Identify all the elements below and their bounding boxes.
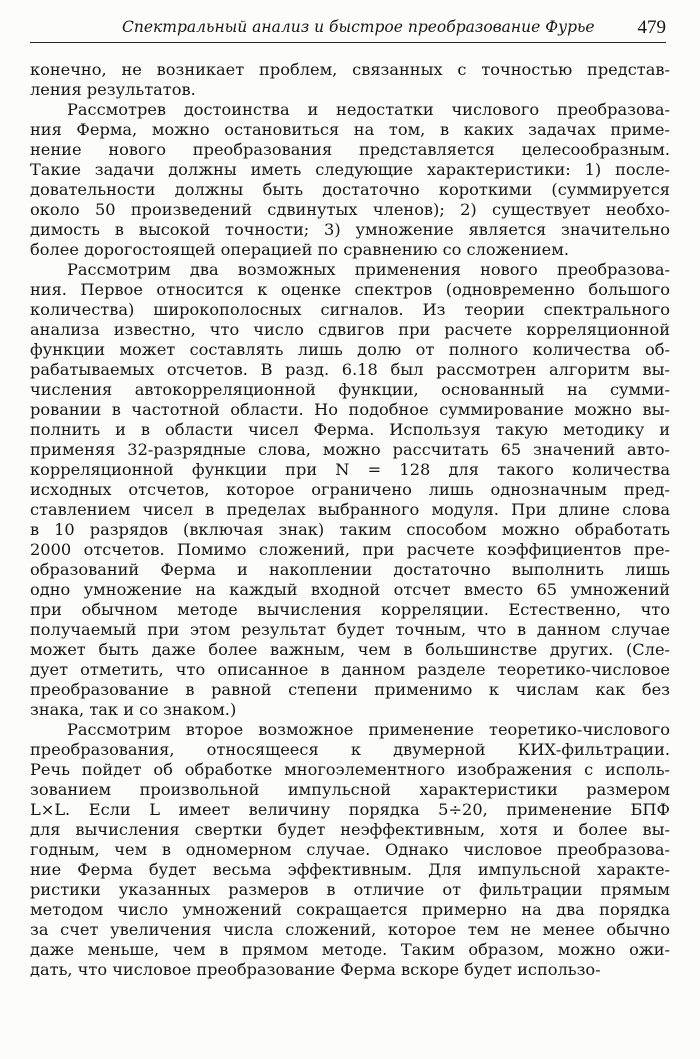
running-header (30, 14, 666, 43)
text-line: при обычном методе вычисления корреляции. Естественно, что (30, 600, 670, 619)
body-text (30, 60, 670, 980)
text-line: дует отметить, что описанное в данном разделе теоретико-числовое (30, 660, 670, 679)
text-line: более дорогостоящей операцией по сравнению со сложением. (30, 240, 569, 259)
text-line: ние Ферма будет весьма эффективным. Для импульсной характе- (30, 860, 670, 879)
text-line: одно умножение на каждый входной отсчет вместо 65 умножений (30, 580, 670, 599)
text-line: L×L. Если L имеет величину порядка 5÷20, применение БПФ (30, 800, 670, 819)
text-line: Рассмотрим два возможных применения нового преобразова- (67, 260, 670, 279)
text-line: Такие задачи должны иметь следующие характеристики: 1) после- (30, 160, 670, 179)
text-line: нение нового преобразования представляется целесообразным. (30, 140, 670, 159)
text-line: за счет увеличения числа сложений, которое тем не менее обычно (30, 920, 670, 939)
text-line: образований Ферма и накоплении достаточно выполнить лишь (30, 560, 670, 579)
text-line: ровании в частотной области. Но подобное суммирование можно вы- (30, 400, 670, 419)
running-title: Спектральный анализ и быстрое преобразование Фурье (122, 18, 595, 36)
text-line: ния. Первое относится к оценке спектров (одновременно большого (30, 280, 670, 299)
paragraph (30, 260, 670, 720)
text-line: знака, так и со знаком.) (30, 700, 237, 719)
text-line: довательности должны быть достаточно короткими (суммируется (30, 180, 670, 199)
paragraph (30, 720, 670, 980)
text-line: ристики указанных размеров в отличие от фильтрации прямым (30, 880, 670, 899)
text-line: 2000 отсчетов. Помимо сложений, при расчете коэффициентов пре- (30, 540, 670, 559)
text-line: исходных отсчетов, которое ограничено лишь однозначным пред- (30, 480, 670, 499)
text-line: дать, что числовое преобразование Ферма вскоре будет использо- (30, 960, 601, 979)
text-line: функции может составлять лишь долю от полного количества об- (30, 340, 670, 359)
text-line: ния Ферма, можно остановиться на том, в каких задачах приме- (30, 120, 670, 139)
paragraph (30, 100, 670, 260)
page-number: 479 (637, 17, 666, 38)
text-line: зованием произвольной импульсной характеристики размером (30, 780, 670, 799)
text-line: ставлением чисел в пределах выбранного модуля. При длине слова (30, 500, 670, 519)
text-line: для вычисления свертки будет неэффективным, хотя и более вы- (30, 820, 670, 839)
text-line: методом число умножений сокращается примерно на два порядка (30, 900, 670, 919)
text-line: корреляционной функции при N = 128 для такого количества (30, 460, 670, 479)
text-line: Рассмотрев достоинства и недостатки числового преобразова- (67, 100, 670, 119)
text-line: применяя 32-разрядные слова, можно рассчитать 65 значений авто- (30, 440, 670, 459)
text-line: преобразование в равной степени применимо к числам как без (30, 680, 670, 699)
text-line: Рассмотрим второе возможное применение теоретико-числового (67, 720, 670, 739)
text-line: около 50 произведений сдвинутых членов); 2) существует необхо- (30, 200, 670, 219)
text-line: в 10 разрядов (включая знак) таким способом можно обработать (30, 520, 670, 539)
text-line: получаемый при этом результат будет точным, что в данном случае (30, 620, 670, 639)
text-line: рабатываемых отсчетов. В разд. 6.18 был рассмотрен алгоритм вы- (30, 360, 670, 379)
paragraph (30, 60, 670, 100)
text-line: анализа известно, что число сдвигов при расчете корреляционной (30, 320, 670, 339)
text-line: даже меньше, чем в прямом методе. Таким образом, можно ожи- (30, 940, 670, 959)
text-line: годным, чем в одномерном случае. Однако числовое преобразова- (30, 840, 670, 859)
text-line: ления результатов. (30, 80, 196, 99)
text-line: количества) широкополосных сигналов. Из теории спектрального (30, 300, 670, 319)
text-line: полнить и в области чисел Ферма. Используя такую методику и (30, 420, 670, 439)
text-line: конечно, не возникает проблем, связанных с точностью представ- (30, 60, 670, 79)
text-line: димость в высокой точности; 3) умножение является значительно (30, 220, 670, 239)
text-line: числения автокорреляционной функции, основанный на сумми- (30, 380, 670, 399)
text-line: может быть даже более важным, чем в большинстве других. (Сле- (30, 640, 670, 659)
text-line: преобразования, относящееся к двумерной КИХ-фильтрации. (30, 740, 670, 759)
text-line: Речь пойдет об обработке многоэлементного изображения с исполь- (30, 760, 670, 779)
